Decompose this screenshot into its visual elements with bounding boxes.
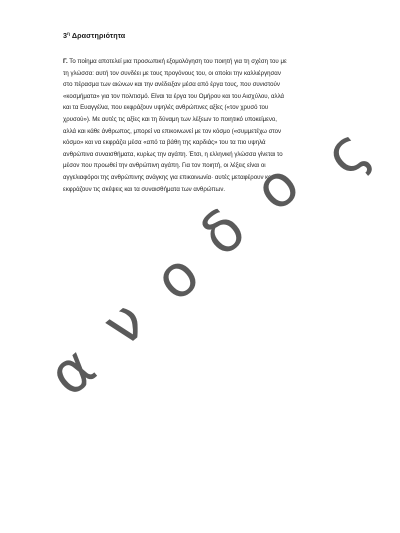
answer-paragraph: [63, 56, 355, 195]
paragraph-line: κόσμο» και να εκφράζει μέσα «από τα βάθη της καρδιάς» του τα πιο υψηλά: [63, 139, 266, 147]
paragraph-line: αγγελιαφόροι της ανθρώπινης ανάγκης για επικοινωνία· αυτές μεταφέρουν και: [63, 173, 274, 181]
heading-title: Δραστηριότητα: [71, 31, 126, 40]
paragraph-line: χρυσού»). Με αυτές τις αξίες και τη δύναμη των λέξεων το ποιητικό υποκείμενο,: [63, 115, 277, 123]
activity-heading: [63, 31, 125, 40]
paragraph-line: εκφράζουν τις σκέψεις και τα συναισθήματα των ανθρώπων.: [63, 185, 226, 193]
paragraph-lead: Γ.: [63, 58, 68, 65]
watermark-letter: ν: [89, 286, 158, 360]
paragraph-line-text: Το ποίημα αποτελεί μια προσωπική εξομολόγηση του ποιητή για τη σχέση του με: [69, 58, 287, 65]
paragraph-line: «κοσμήματα» για τον πολιτισμό. Είναι τα έργα του Ομήρου και του Αισχύλου, αλλά: [63, 92, 285, 100]
paragraph-line: τη γλώσσα: αυτή τον συνδέει με τους προγόνους του, οι οποίοι την καλλιέργησαν: [63, 69, 281, 77]
paragraph-line: και τα Ευαγγέλια, που εκφράζουν υψηλές ανθρώπινες αξίες («τον χρυσό του: [63, 104, 269, 112]
watermark-letter: ς: [311, 115, 382, 190]
watermark-letter: δ: [187, 194, 259, 270]
watermark-letter: α: [35, 332, 109, 410]
watermark-letter: ο: [241, 149, 313, 225]
heading-number: 3: [63, 31, 68, 40]
paragraph-line: αλλά και κάθε άνθρωπος, μπορεί να επικοινωνεί με τον κόσμο («συμμετέχω στον: [63, 127, 282, 135]
paragraph-line: στο πέρασμα των αιώνων και την ανέδειξαν μέσα από έργα τους, που συνιστούν: [63, 81, 280, 89]
paragraph-line: [63, 56, 355, 68]
paragraph-line: ανθρώπινα συναισθήματα, κυρίως την αγάπη. Έτσι, η ελληνική γλώσσα γίνεται το: [63, 150, 283, 158]
paragraph-line: μέσον που προωθεί την ανθρώπινη αγάπη. Για τον ποιητή, οι λέξεις είναι οι: [63, 162, 266, 170]
watermark-letter: ο: [141, 239, 213, 315]
heading-superscript: η: [67, 31, 70, 36]
